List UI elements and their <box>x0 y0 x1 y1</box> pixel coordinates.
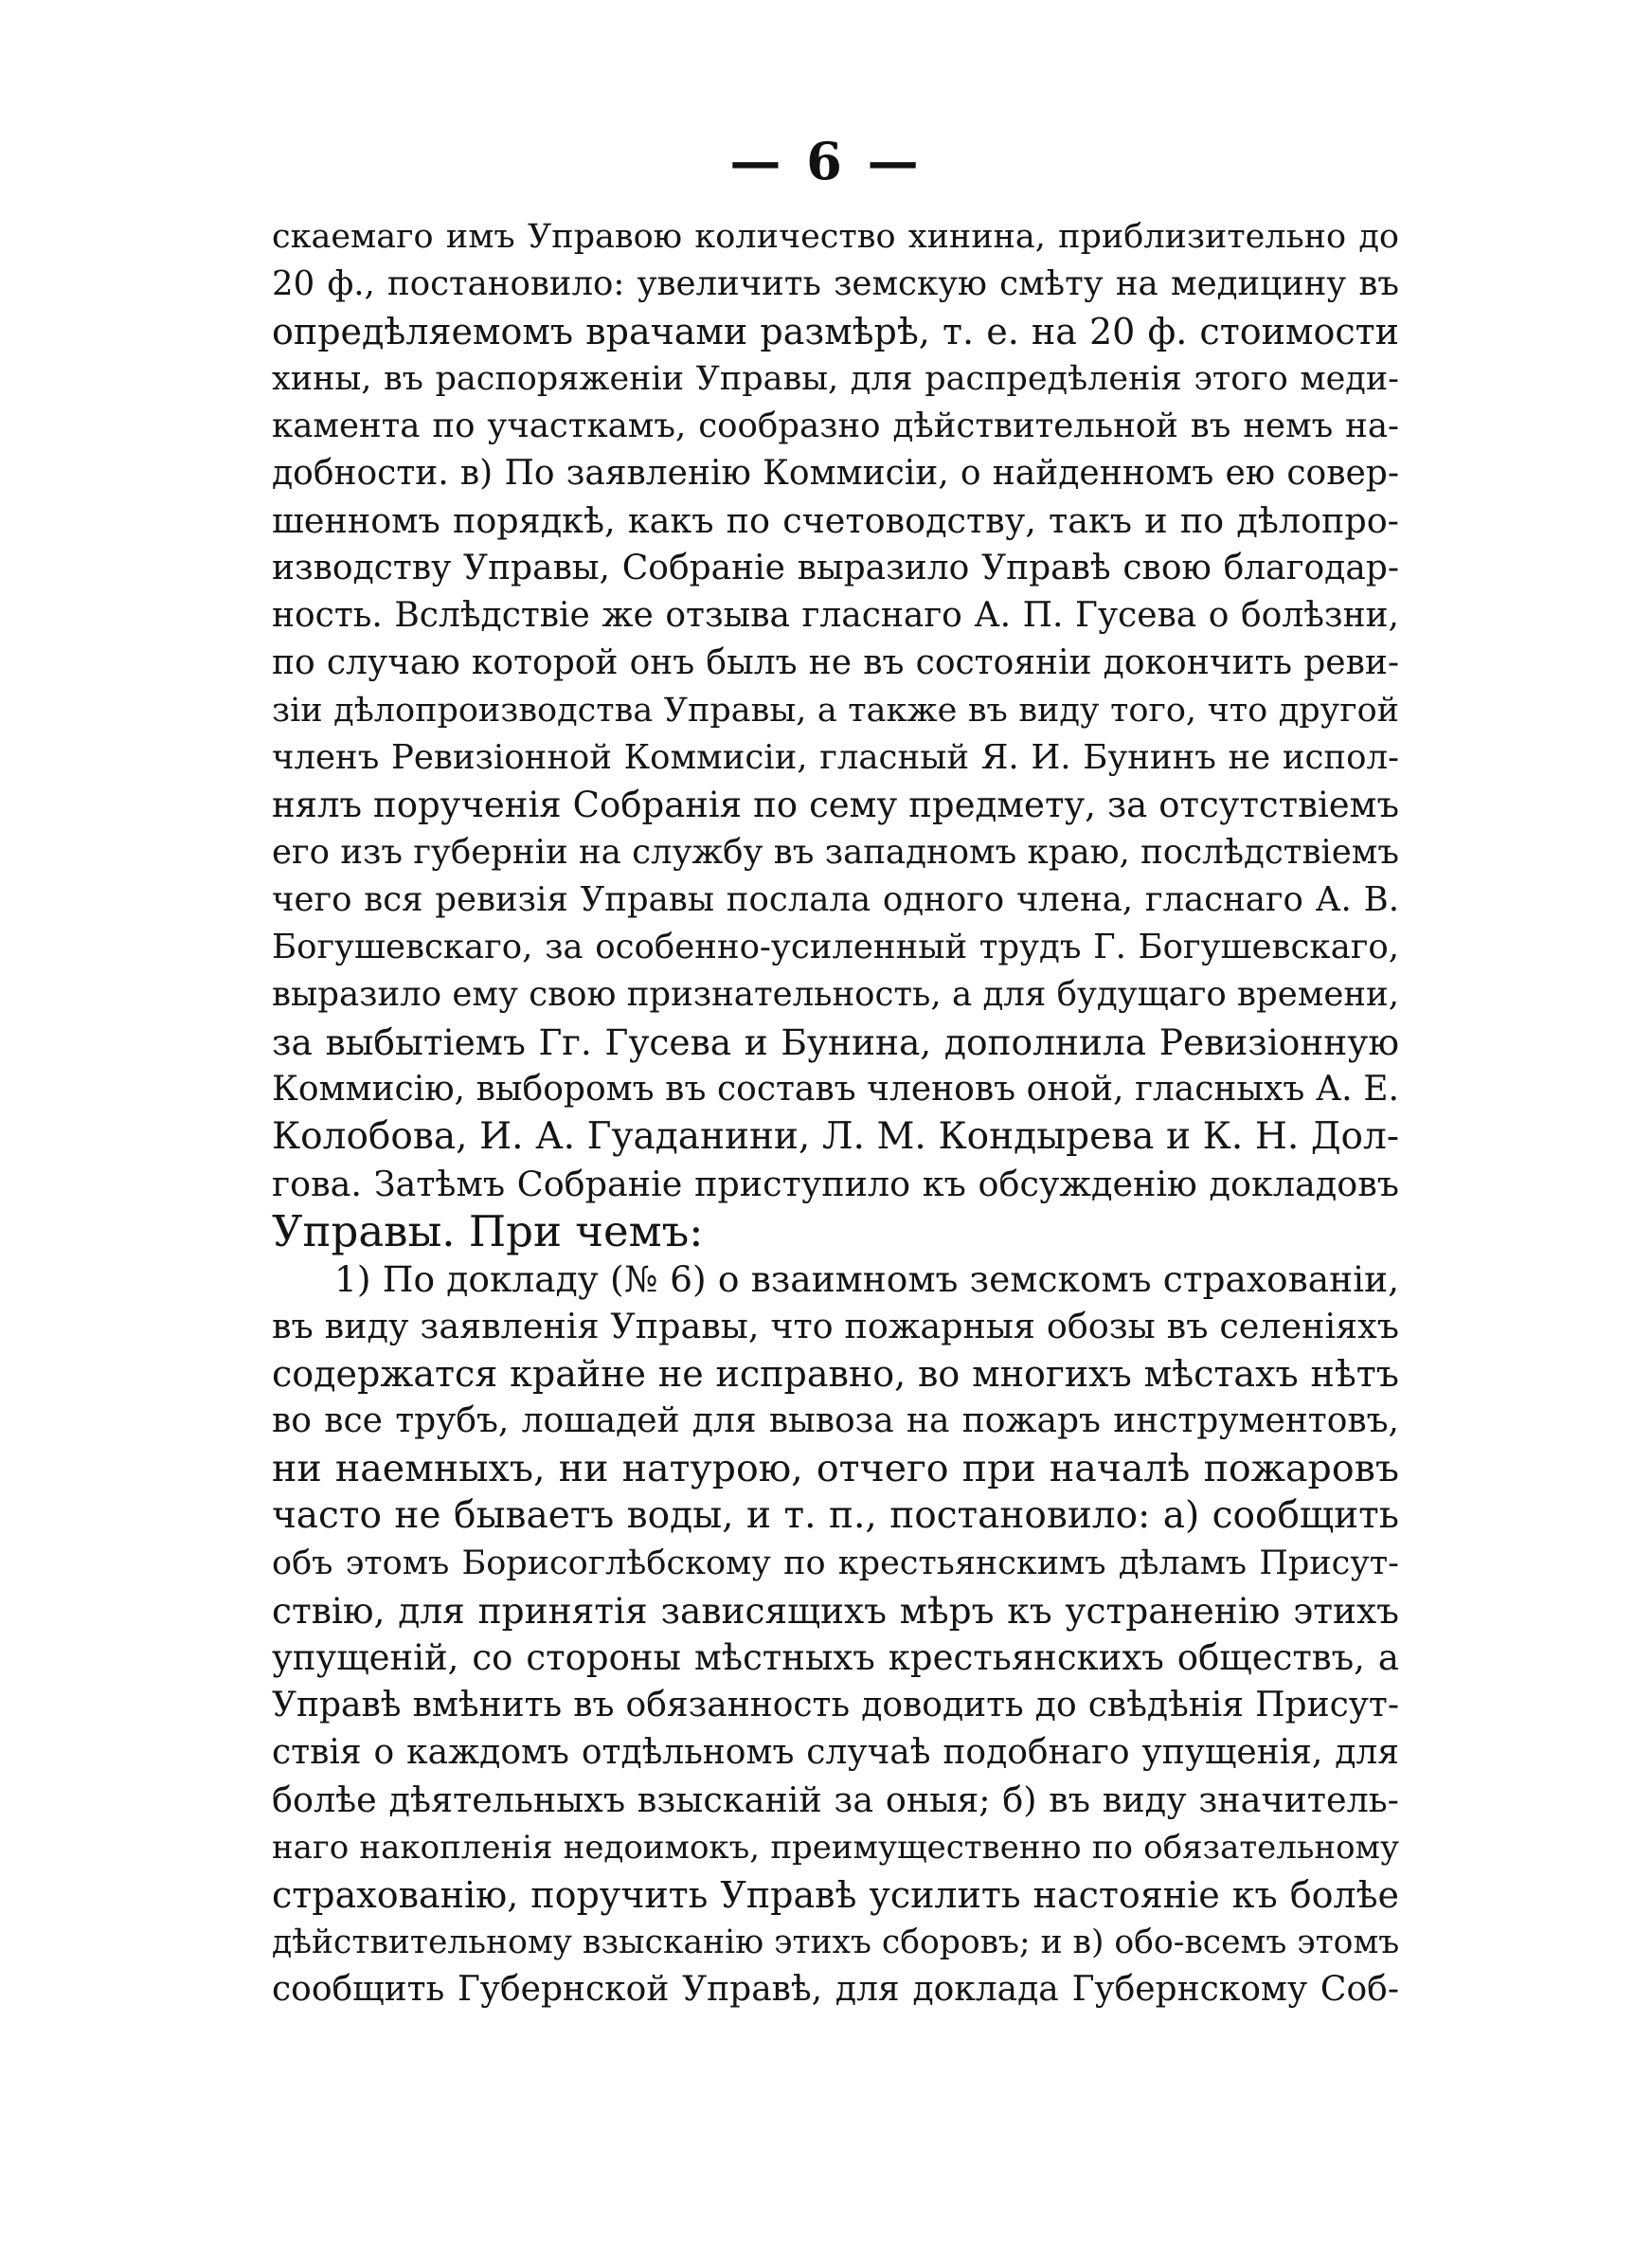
text-line: его изъ губерніи на службу въ западномъ краю, послѣдствіемъ <box>272 833 1399 872</box>
text-line: Управы. При чемъ: <box>272 1208 704 1255</box>
text-line: опредѣляемомъ врачами размѣрѣ, т. е. на 20 ф. стоимости <box>272 311 1399 352</box>
text-line: болѣе дѣятельныхъ взысканій за оныя; б) въ виду значитель- <box>272 1779 1399 1820</box>
text-line: дѣйствительному взысканію этихъ сборовъ; и в) обо-всемъ этомъ <box>272 1923 1399 1961</box>
text-line: въ виду заявленія Управы, что пожарныя обозы въ селеніяхъ <box>272 1306 1399 1346</box>
text-line: содержатся крайне не исправно, во многихъ мѣстахъ нѣтъ <box>272 1353 1399 1395</box>
text-line: часто не бываетъ воды, и т. п., постановило: а) сообщить <box>272 1494 1399 1537</box>
page-number: — 6 — <box>729 131 923 191</box>
text-line: ствію, для принятія зависящихъ мѣръ къ устраненію этихъ <box>272 1590 1399 1632</box>
text-line: чего вся ревизія Управы послала одного члена, гласнаго А. В. <box>272 880 1399 919</box>
text-line: ность. Вслѣдствіе же отзыва гласнаго А. П. Гусева о болѣзни, <box>272 596 1399 635</box>
text-line: объ этомъ Борисоглѣбскому по крестьянскимъ дѣламъ Присут- <box>272 1544 1399 1582</box>
body-text <box>272 213 1437 2013</box>
text-line: упущеній, со стороны мѣстныхъ крестьянскихъ обществъ, а <box>272 1637 1399 1678</box>
text-line: скаемаго имъ Управою количество хинина, приблизительно до <box>272 218 1399 256</box>
text-line: за выбытіемъ Гг. Гусева и Бунина, дополнила Ревизіонную <box>272 1021 1399 1063</box>
text-line: Коммисію, выборомъ въ составъ членовъ оной, гласныхъ А. Е. <box>272 1070 1399 1109</box>
text-line: Богушевскаго, за особенно-усиленный трудъ Г. Богушевскаго, <box>272 928 1399 966</box>
text-line: Управѣ вмѣнить въ обязанность доводить до свѣдѣнія Присут- <box>272 1686 1399 1724</box>
text-line: нялъ порученія Собранія по сему предмету, за отсутствіемъ <box>272 785 1399 825</box>
text-line: 20 ф., постановило: увеличить земскую смѣту на медицину въ <box>272 264 1399 303</box>
text-line: шенномъ порядкѣ, какъ по счетоводству, такъ и по дѣлопро- <box>272 500 1399 541</box>
text-line: страхованію, поручить Управѣ усилить настояніе къ болѣе <box>272 1874 1399 1916</box>
text-line: изводству Управы, Собраніе выразило Управѣ свою благодар- <box>272 549 1399 587</box>
text-line: по случаю которой онъ былъ не въ состояніи докончить реви- <box>272 643 1399 682</box>
text-line: камента по участкамъ, сообразно дѣйствительной въ немъ на- <box>272 406 1399 445</box>
text-line: хины, въ распоряженіи Управы, для распредѣленія этого меди- <box>272 360 1399 398</box>
text-line: сообщить Губернской Управѣ, для доклада Губернскому Соб- <box>272 1970 1399 2009</box>
text-line: Колобова, И. А. Гуаданини, Л. М. Кондырева и К. Н. Дол- <box>272 1115 1399 1158</box>
text-line: наго накопленія недоимокъ, преимущественно по обязательному <box>272 1829 1399 1867</box>
text-line: 1) По докладу (№ 6) о взаимномъ земскомъ страхованіи, <box>334 1258 1399 1300</box>
text-line: гова. Затѣмъ Собраніе приступило къ обсужденію докладовъ <box>272 1164 1399 1204</box>
text-line: зіи дѣлопроизводства Управы, а также въ виду того, что другой <box>272 692 1399 730</box>
text-line: выразило ему свою признательность, а для будущаго времени, <box>272 975 1399 1014</box>
text-line: ни наемныхъ, ни натурою, отчего при началѣ пожаровъ <box>272 1447 1399 1490</box>
text-line: во все трубъ, лошадей для вывоза на пожаръ инструментовъ, <box>272 1401 1399 1440</box>
text-line: членъ Ревизіонной Коммисіи, гласный Я. И. Бунинъ не испол- <box>272 738 1399 777</box>
text-line: добности. в) По заявленію Коммисіи, о найденномъ ею совер- <box>272 454 1399 493</box>
text-line: ствія о каждомъ отдѣльномъ случаѣ подобнаго упущенія, для <box>272 1733 1399 1772</box>
